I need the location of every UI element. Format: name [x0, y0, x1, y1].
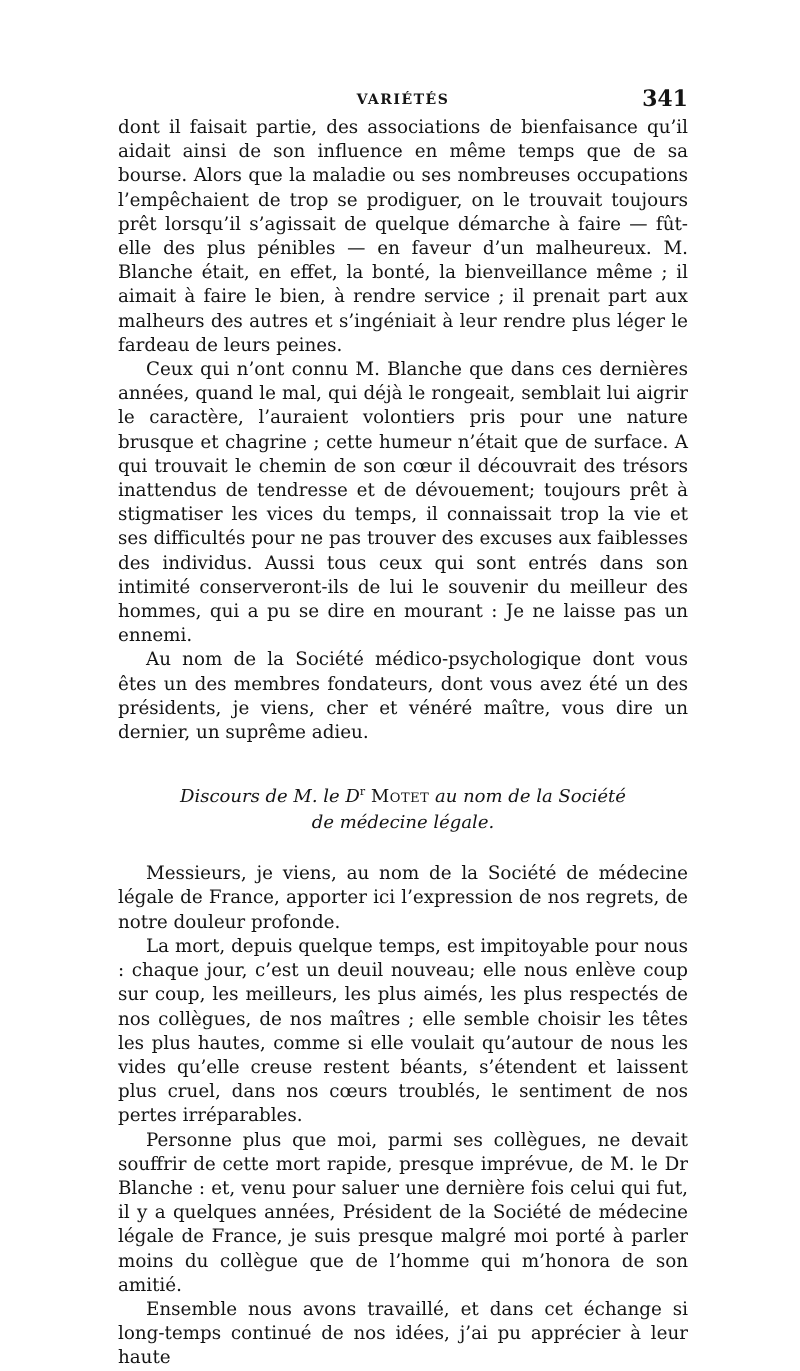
- section-heading-line-1: [118, 779, 688, 810]
- section-heading-middle: au nom de la Société: [435, 786, 626, 808]
- section-heading-sup: r: [359, 785, 366, 799]
- paragraph: Au nom de la Société médico-psychologique dont vous êtes un des membres fondateurs, dont vous avez été un des présidents, je viens, cher et vénéré maître, vous dire un dernier, un suprême adieu.: [118, 649, 688, 744]
- paragraph: Messieurs, je viens, au nom de la Société de médecine légale de France, apporter ici l’expression de nos regrets, de notre douleur profonde.: [118, 863, 688, 933]
- paragraph: Personne plus que moi, parmi ses collègues, ne devait souffrir de cette mort rapide, presque imprévue, de M. le Dr Blanche : et, venu pour saluer une dernière fois celui qui fut, il y a quelques années, Président de la Société de médecine légale de France, je suis presque malgré moi porté à parler moins du collègue que de l’homme qui m’honora de son amitié.: [118, 1129, 688, 1296]
- running-title: VARIÉTÉS: [356, 92, 450, 108]
- paragraph: Ensemble nous avons travaillé, et dans cet échange si long-temps continué de nos idées, j’ai pu apprécier à leur haute: [118, 1298, 688, 1369]
- section-heading-prefix: Discours de M. le D: [180, 786, 360, 808]
- section-heading: [118, 779, 688, 836]
- speaker-name: Motet: [370, 786, 430, 808]
- section-heading-line-2: de médecine légale.: [311, 812, 495, 834]
- body-text-part-2: [118, 862, 688, 1370]
- paragraph: Ceux qui n’ont connu M. Blanche que dans ces dernières années, quand le mal, qui déjà le rongeait, semblait lui aigrir le caractère, l’auraient volontiers pris pour une nature brusque et chagrine ; cette humeur n’était que de surface. A qui trouvait le chemin de son cœur il découvrait des trésors inattendus de tendresse et de dévouement; toujours prêt à stigmatiser les vices du temps, il connaissait trop la vie et ses difficultés pour ne pas trouver des excuses aux faiblesses des individus. Aussi tous ceux qui sont entrés dans son intimité conserveront-ils de lui le souvenir du meilleur des hommes, qui a pu se dire en mourant : Je ne laisse pas un ennemi.: [118, 359, 688, 647]
- body-text-part-1: [118, 116, 688, 745]
- page-number: 341: [642, 86, 688, 112]
- running-header: [118, 86, 688, 116]
- paragraph: La mort, depuis quelque temps, est impitoyable pour nous : chaque jour, c’est un deuil nouveau; elle nous enlève coup sur coup, les meilleurs, les plus aimés, les plus respectés de nos collègues, de nos maîtres ; elle semble choisir les têtes les plus hautes, comme si elle voulait qu’autour de nous les vides qu’elle creuse restent béants, s’étendent et laissent plus cruel, dans nos cœurs troublés, le sentiment de nos pertes irréparables.: [118, 935, 688, 1127]
- paragraph-continued: dont il faisait partie, des associations de bienfaisance qu’il aidait ainsi de son influence en même temps que de sa bourse. Alors que la maladie ou ses nombreuses occupations l’empêchaient de trop se prodiguer, on le trouvait toujours prêt lorsqu’il s’agissait de quelque démarche à faire — fût-elle des plus pénibles — en faveur d’un malheureux. M. Blanche était, en effet, la bonté, la bienveillance même ; il aimait à faire le bien, à rendre service ; il prenait part aux malheurs des autres et s’ingéniait à leur rendre plus léger le fardeau de leurs peines.: [118, 117, 688, 356]
- book-page: [118, 86, 688, 1371]
